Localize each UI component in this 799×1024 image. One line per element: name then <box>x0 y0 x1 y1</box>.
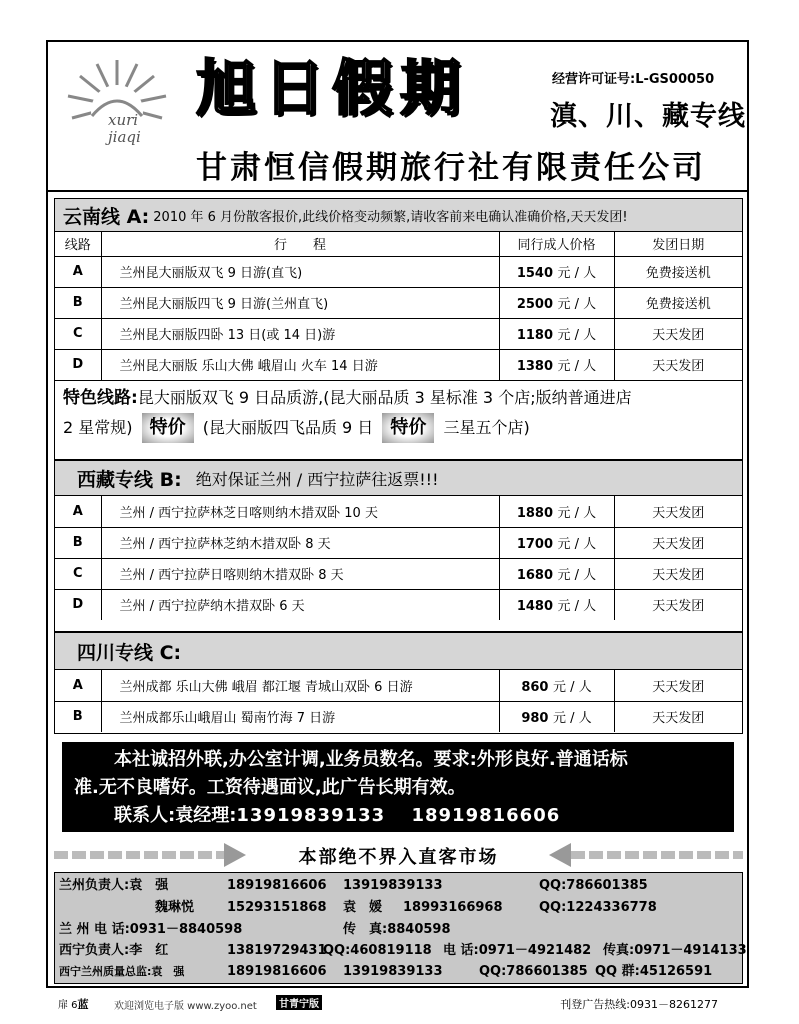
route-name: 兰州昆大丽版四卧 13 日(或 14 日)游 <box>101 318 499 349</box>
contact-label: 兰州负责人:袁 强 <box>59 878 169 893</box>
route-price <box>499 287 614 318</box>
contact-phone: 18919816606 <box>227 964 327 979</box>
price-value: 860 <box>521 679 549 695</box>
route-depart: 天天发团 <box>614 349 742 380</box>
route-code: A <box>72 503 83 519</box>
contact-fax: 传真:0971－4914133 <box>603 943 747 958</box>
table-row <box>55 256 742 287</box>
brand-title: 旭日假期 <box>196 54 468 124</box>
recruit-tel-1: 13919839133 <box>236 805 386 826</box>
price-value: 1380 <box>516 359 553 375</box>
route-depart: 天天发团 <box>614 701 742 732</box>
contact-qq: QQ:786601385 <box>479 964 588 979</box>
page-number-text: 扉 6 <box>58 1000 78 1011</box>
contact-fax: 传 真:8840598 <box>343 922 451 937</box>
special-text-2: 2 星常规) <box>63 418 133 437</box>
table-header-row <box>55 232 742 256</box>
contact-phone: 15293151868 <box>227 900 327 915</box>
price-unit: 元 / 人 <box>557 537 597 552</box>
logo-text <box>108 112 141 146</box>
page-color: 蓝 <box>77 998 89 1011</box>
ad-hotline: 刊登广告热线:0931－8261277 <box>560 998 718 1011</box>
logo-text-xuri: xuri <box>108 111 139 129</box>
table-row <box>55 558 742 589</box>
slogan-band <box>54 842 743 868</box>
route-name: 兰州 / 西宁拉萨林芝日喀则纳木措双卧 10 天 <box>101 496 499 527</box>
route-depart: 天天发团 <box>614 670 742 701</box>
page-number <box>58 996 89 1012</box>
route-code: C <box>55 558 101 589</box>
price-unit: 元 / 人 <box>553 711 592 727</box>
company-name: 甘肃恒信假期旅行社有限责任公司 <box>196 150 706 186</box>
page-footer <box>58 994 748 1012</box>
table-row <box>55 349 742 380</box>
route-name: 兰州 / 西宁拉萨林芝纳木措双卧 8 天 <box>101 527 499 558</box>
route-code: B <box>55 701 101 732</box>
col-header-code: 线路 <box>64 238 91 254</box>
right-arrow-stripe <box>571 851 743 859</box>
table-row <box>55 701 742 732</box>
tibet-notice: 绝对保证兰州 / 西宁拉萨往返票!!! <box>195 469 439 489</box>
recruit-contact-label: 联系人:袁经理: <box>114 805 237 826</box>
price-unit: 元 / 人 <box>557 568 597 583</box>
route-depart: 天天发团 <box>614 527 742 558</box>
contact-phone: 13819729431 <box>227 943 327 958</box>
route-name: 兰州昆大丽版 乐山大佛 峨眉山 火车 14 日游 <box>101 349 499 380</box>
special-text-4: 三星五个店) <box>443 418 530 437</box>
route-depart: 天天发团 <box>614 496 742 527</box>
contact-phone: 13919839133 <box>343 878 443 893</box>
price-unit: 元 / 人 <box>557 599 597 615</box>
contact-qq-group: QQ 群:45126591 <box>595 964 713 979</box>
tibet-table <box>55 496 742 620</box>
price-unit: 元 / 人 <box>557 297 597 312</box>
route-depart: 天天发团 <box>614 589 742 620</box>
recruit-line-2: 准.无不良嗜好。工资待遇面议,此广告长期有效。 <box>74 777 466 798</box>
route-code: B <box>55 527 101 558</box>
route-price <box>499 701 614 732</box>
recruit-line-1: 本社诚招外联,办公室计调,业务员数名。要求:外形良好.普通话标 <box>114 749 628 770</box>
tibet-section <box>54 460 743 632</box>
col-header-depart: 发团日期 <box>614 232 742 256</box>
sichuan-table <box>55 670 742 732</box>
contact-label: 西宁兰州质量总监:袁 强 <box>59 965 185 978</box>
contacts-panel <box>54 872 747 984</box>
special-text-3: (昆大丽版四飞品质 9 日 <box>202 418 374 437</box>
route-depart: 天天发团 <box>614 558 742 589</box>
route-code: C <box>55 318 101 349</box>
yunnan-title: 云南线 A: <box>63 205 150 228</box>
sichuan-section <box>54 632 743 734</box>
welcome-text: 欢迎浏览电子版 www.zyoo.net <box>114 1001 257 1012</box>
route-code: D <box>55 349 101 380</box>
yunnan-band <box>55 199 742 232</box>
route-name: 兰州 / 西宁拉萨纳木措双卧 6 天 <box>101 589 499 620</box>
col-header-price: 同行成人价格 <box>499 232 614 256</box>
contact-phone: 18993166968 <box>403 900 503 915</box>
publication-badge: 甘青宁版 <box>276 995 322 1010</box>
sichuan-title: 四川专线 C: <box>77 641 182 664</box>
table-row <box>55 318 742 349</box>
price-value: 1880 <box>516 505 553 521</box>
route-code: D <box>55 589 101 620</box>
contact-name: 魏琳悦 <box>155 900 195 915</box>
recruitment-banner <box>62 742 734 832</box>
route-name: 兰州成都乐山峨眉山 蜀南竹海 7 日游 <box>101 701 499 732</box>
price-value: 1680 <box>516 568 553 583</box>
price-unit: 元 / 人 <box>557 359 597 375</box>
price-value: 1700 <box>516 537 553 552</box>
table-row <box>55 287 742 318</box>
contact-qq: QQ:1224336778 <box>539 900 657 915</box>
route-price <box>499 318 614 349</box>
table-row <box>55 527 742 558</box>
price-value: 1540 <box>516 266 553 281</box>
route-price <box>499 670 614 701</box>
special-routes <box>55 380 742 445</box>
special-label: 特色线路: <box>63 388 138 408</box>
route-price <box>499 349 614 380</box>
contact-label: 兰 州 电 话:0931－8840598 <box>59 922 243 937</box>
price-unit: 元 / 人 <box>557 266 597 281</box>
logo-text-jiaqi: jiaqi <box>108 128 141 146</box>
route-price <box>499 496 614 527</box>
contact-name: 袁 媛 <box>343 900 383 915</box>
route-name: 兰州 / 西宁拉萨日喀则纳木措双卧 8 天 <box>101 558 499 589</box>
price-unit: 元 / 人 <box>557 505 597 521</box>
route-depart: 天天发团 <box>614 318 742 349</box>
ad-frame <box>46 40 749 988</box>
table-row <box>55 589 742 620</box>
route-code: A <box>72 677 83 693</box>
tejia-badge-1: 特价 <box>142 413 194 443</box>
route-name: 兰州成都 乐山大佛 峨眉 都江堰 青城山双卧 6 日游 <box>101 670 499 701</box>
lines-tag: 滇、川、藏专线 <box>550 101 746 132</box>
price-unit: 元 / 人 <box>557 328 597 343</box>
route-price <box>499 256 614 287</box>
contact-phone: 13919839133 <box>343 964 443 979</box>
route-depart: 免费接送机 <box>614 287 742 318</box>
price-value: 1480 <box>516 599 553 615</box>
route-code: B <box>55 287 101 318</box>
route-name: 兰州昆大丽版双飞 9 日游(直飞) <box>101 256 499 287</box>
recruit-contact-row <box>74 802 722 830</box>
col-header-route: 行 程 <box>101 232 499 256</box>
yunnan-section <box>54 198 743 460</box>
yunnan-notice: 2010 年 6 月份散客报价,此线价格变动频繁,请收客前来电确认准确价格,天天发团! <box>153 209 628 225</box>
contact-qq: QQ:460819118 <box>323 943 432 958</box>
sichuan-band <box>55 633 742 670</box>
header <box>48 42 747 192</box>
license-number: 经营许可证号:L-GS00050 <box>552 72 715 87</box>
route-price <box>499 589 614 620</box>
slogan-text: 本部绝不界入直客市场 <box>298 847 499 868</box>
contact-phone: 电 话:0971－4921482 <box>443 943 592 958</box>
route-price <box>499 527 614 558</box>
left-arrow-icon <box>549 843 571 867</box>
price-value: 980 <box>521 711 549 727</box>
table-row <box>55 670 742 701</box>
recruit-tel-2: 18919816606 <box>411 805 561 826</box>
contact-label: 西宁负责人:李 红 <box>59 943 169 958</box>
contact-qq: QQ:786601385 <box>539 878 648 893</box>
route-code: A <box>55 256 101 287</box>
tibet-title: 西藏专线 B: <box>77 468 182 491</box>
route-price <box>499 558 614 589</box>
price-unit: 元 / 人 <box>553 679 592 695</box>
yunnan-table <box>55 232 742 380</box>
contact-phone: 18919816606 <box>227 878 327 893</box>
special-text-1: 昆大丽版双飞 9 日品质游,(昆大丽品质 3 星标准 3 个店;版纳普通进店 <box>137 388 632 407</box>
tibet-band <box>55 461 742 496</box>
route-depart: 免费接送机 <box>614 256 742 287</box>
tejia-badge-2: 特价 <box>382 413 434 443</box>
route-name: 兰州昆大丽版四飞 9 日游(兰州直飞) <box>101 287 499 318</box>
price-value: 2500 <box>516 297 553 312</box>
table-row <box>55 496 742 527</box>
price-value: 1180 <box>516 328 553 343</box>
